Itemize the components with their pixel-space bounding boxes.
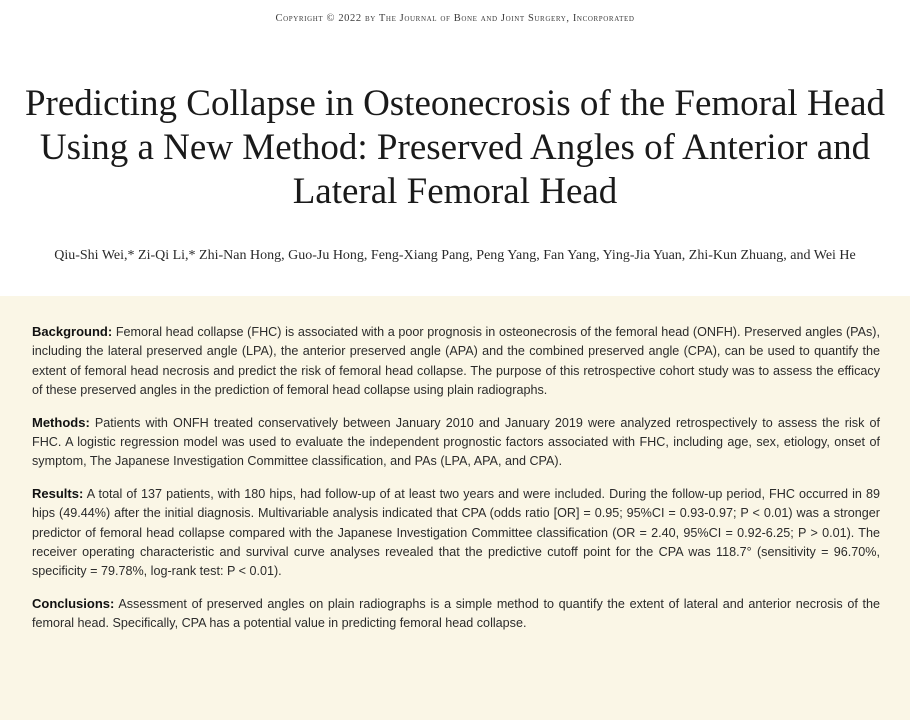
copyright-notice: Copyright © 2022 by The Journal of Bone and Joint Surgery, Incorporated bbox=[275, 13, 635, 24]
abstract-methods bbox=[32, 413, 880, 472]
background-heading: Background: bbox=[32, 324, 113, 339]
abstract-conclusions bbox=[32, 594, 880, 634]
article-title: Predicting Collapse in Osteonecrosis of the Femoral Head Using a New Method: Preserved Angles of Anterior and Lateral Femoral Head bbox=[24, 83, 886, 212]
results-heading: Results: bbox=[32, 485, 84, 501]
conclusions-heading: Conclusions: bbox=[32, 595, 115, 611]
abstract-results bbox=[32, 484, 880, 582]
background-text: Femoral head collapse (FHC) is associated with a poor prognosis in osteonecrosis of the femoral head (ONFH). Preserved angles (PAs), including the lateral preserved angle (LPA), the anterior preserved angle (APA) and the combined preserved angle (CPA), can be used to quantify the extent of femoral head necrosis and predict the risk of femoral head collapse. The purpose of this retrospective cohort study was to assess the efficacy of these preserved angles in the prediction of femoral head collapse using plain radiographs. bbox=[32, 325, 880, 398]
results-text: A total of 137 patients, with 180 hips, had follow-up of at least two years and were included. During the follow-up period, FHC occurred in 89 hips (49.44%) after the initial diagnosis. Multivariable analysis indicated that CPA (odds ratio [OR] = 0.95; 95%CI = 0.93-0.97; P < 0.01) was a stronger predictor of femoral head collapse compared with the Japanese Investigation Committee classification (OR = 2.40, 95%CI = 0.92-6.25; P > 0.01). The receiver operating characteristic and survival curve analyses revealed that the predictive cutoff point for the CPA was 118.7° (sensitivity = 96.70%, specificity = 79.78%, log-rank test: P < 0.01). bbox=[32, 486, 880, 579]
conclusions-text: Assessment of preserved angles on plain radiographs is a simple method to quantify the extent of lateral and anterior necrosis of the femoral head. Specifically, CPA has a potential value in predicting femoral head collapse. bbox=[32, 596, 881, 631]
author-list: Qiu-Shi Wei,* Zi-Qi Li,* Zhi-Nan Hong, Guo-Ju Hong, Feng-Xiang Pang, Peng Yang, Fan Yang, Ying-Jia Yuan, Zhi-Kun Zhuang, and Wei He bbox=[54, 248, 856, 263]
abstract-background bbox=[32, 322, 880, 401]
methods-heading: Methods: bbox=[32, 414, 90, 430]
abstract-box bbox=[0, 296, 910, 720]
methods-text: Patients with ONFH treated conservatively between January 2010 and January 2019 were analyzed retrospectively to assess the risk of FHC. A logistic regression model was used to evaluate the independent prognostic factors associated with FHC, including age, sex, etiology, onset of symptom, The Japanese Investigation Committee classification, and PAs (LPA, APA, and CPA). bbox=[32, 415, 880, 469]
